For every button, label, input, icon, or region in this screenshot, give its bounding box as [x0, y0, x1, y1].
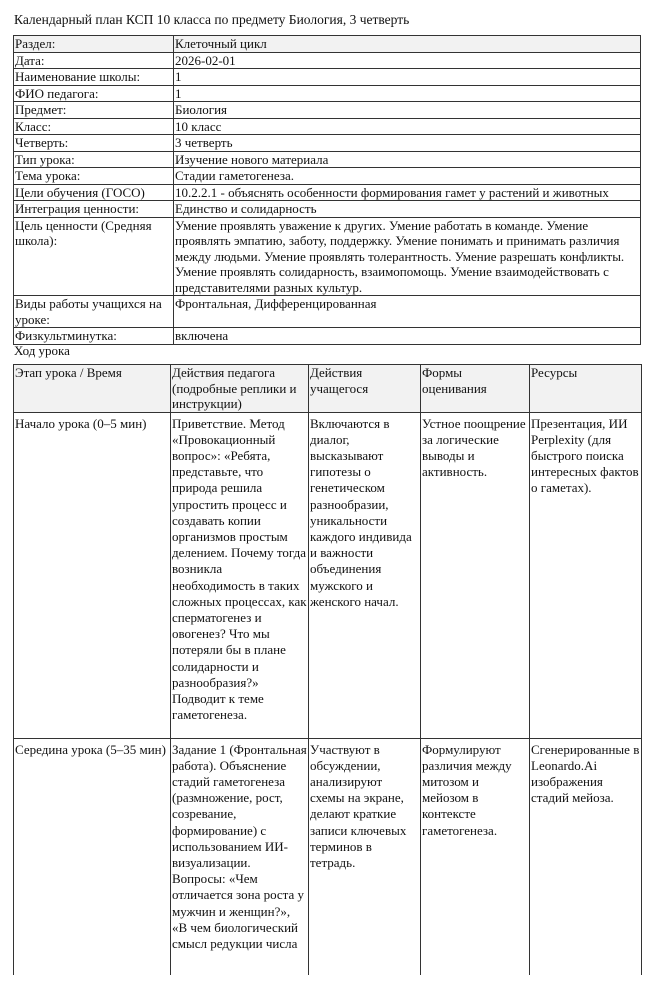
- info-row: [14, 102, 641, 119]
- info-row: [14, 168, 641, 185]
- info-label: Физкультминутка:: [14, 328, 174, 345]
- info-row: [14, 69, 641, 86]
- info-value: 10 класс: [174, 118, 641, 135]
- info-value: 2026-02-01: [174, 52, 641, 69]
- info-value: 1: [174, 85, 641, 102]
- student-actions-cell: Включаются в диалог, высказывают гипотезы о генетическом разнообразии, уникальности каждого индивида и важности объединения мужского и женского начал.: [309, 412, 421, 738]
- info-value: Единство и солидарность: [174, 201, 641, 218]
- teacher-actions-cell: Задание 1 (Фронтальная работа). Объяснение стадий гаметогенеза (размножение, рост, созревание, формирование) с использованием ИИ-визуализации. Вопросы: «Чем отличается зона роста у мужчин и женщин?», «В чем биологический смысл редукции числа: [171, 738, 309, 978]
- info-label: Дата:: [14, 52, 174, 69]
- stage-cell: Начало урока (0–5 мин): [14, 412, 171, 738]
- page-bottom-edge: [0, 975, 651, 985]
- info-value: Изучение нового материала: [174, 151, 641, 168]
- lesson-header-row: [14, 365, 642, 413]
- info-value: 10.2.2.1 - объяснять особенности формирования гамет у растений и животных: [174, 184, 641, 201]
- assessment-cell: Формулируют различия между митозом и мейозом в контексте гаметогенеза.: [421, 738, 530, 978]
- info-row: [14, 217, 641, 296]
- header-resources: Ресурсы: [530, 365, 642, 413]
- resources-cell: Сгенерированные в Leonardo.Ai изображения стадий мейоза.: [530, 738, 642, 978]
- info-row: [14, 52, 641, 69]
- resources-cell: Презентация, ИИ Perplexity (для быстрого поиска интересных фактов о гаметах).: [530, 412, 642, 738]
- lesson-info-table: [13, 35, 641, 345]
- info-label: Предмет:: [14, 102, 174, 119]
- info-label: Цели обучения (ГОСО): [14, 184, 174, 201]
- info-value: Клеточный цикл: [174, 36, 641, 53]
- info-label: Интеграция ценности:: [14, 201, 174, 218]
- header-student: Действия учащегося: [309, 365, 421, 413]
- info-label: Цель ценности (Средняя школа):: [14, 217, 174, 296]
- info-row: [14, 135, 641, 152]
- info-label: Раздел:: [14, 36, 174, 53]
- info-value: включена: [174, 328, 641, 345]
- lesson-row-start: [14, 412, 642, 738]
- lesson-plan-table: [13, 364, 642, 979]
- info-row: [14, 118, 641, 135]
- section-heading: Ход урока: [14, 343, 70, 358]
- info-label: Тип урока:: [14, 151, 174, 168]
- assessment-cell: Устное поощрение за логические выводы и активность.: [421, 412, 530, 738]
- info-row: [14, 184, 641, 201]
- info-label: Тема урока:: [14, 168, 174, 185]
- info-row: [14, 201, 641, 218]
- info-label: ФИО педагога:: [14, 85, 174, 102]
- info-value: Фронтальная, Дифференцированная: [174, 296, 641, 328]
- info-value: Биология: [174, 102, 641, 119]
- info-value: 1: [174, 69, 641, 86]
- info-row: [14, 328, 641, 345]
- info-row: [14, 36, 641, 53]
- document-title: Календарный план КСП 10 класса по предмету Биология, 3 четверть: [14, 12, 410, 27]
- lesson-row-middle: [14, 738, 642, 978]
- info-label: Виды работы учащихся на уроке:: [14, 296, 174, 328]
- info-row: [14, 85, 641, 102]
- info-row: [14, 151, 641, 168]
- header-teacher: Действия педагога (подробные реплики и инструкции): [171, 365, 309, 413]
- info-value: Умение проявлять уважение к других. Умение работать в команде. Умение проявлять эмпатию, заботу, поддержку. Умение понимать и принимать различия между людьми. Умение проявлять толерантность. Умение разрешать конфликты. Умение проявлять солидарность, взаимопомощь. Умение взаимодействовать с представителями разных культур.: [174, 217, 641, 296]
- stage-cell: Середина урока (5–35 мин): [14, 738, 171, 978]
- info-label: Наименование школы:: [14, 69, 174, 86]
- info-label: Четверть:: [14, 135, 174, 152]
- header-assessment: Формы оценивания: [421, 365, 530, 413]
- info-row: [14, 296, 641, 328]
- student-actions-cell: Участвуют в обсуждении, анализируют схемы на экране, делают краткие записи ключевых терминов в тетрадь.: [309, 738, 421, 978]
- info-value: 3 четверть: [174, 135, 641, 152]
- info-label: Класс:: [14, 118, 174, 135]
- info-value: Стадии гаметогенеза.: [174, 168, 641, 185]
- header-stage: Этап урока / Время: [14, 365, 171, 413]
- teacher-actions-cell: Приветствие. Метод «Провокационный вопрос»: «Ребята, представьте, что природа решила упростить процесс и создавать копии организмов простым делением. Почему тогда возникла необходимость в таких сложных процессах, как сперматогенез и овогенез? Что мы потеряли бы в плане солидарности и разнообразия?» Подводит к теме гаметогенеза.: [171, 412, 309, 738]
